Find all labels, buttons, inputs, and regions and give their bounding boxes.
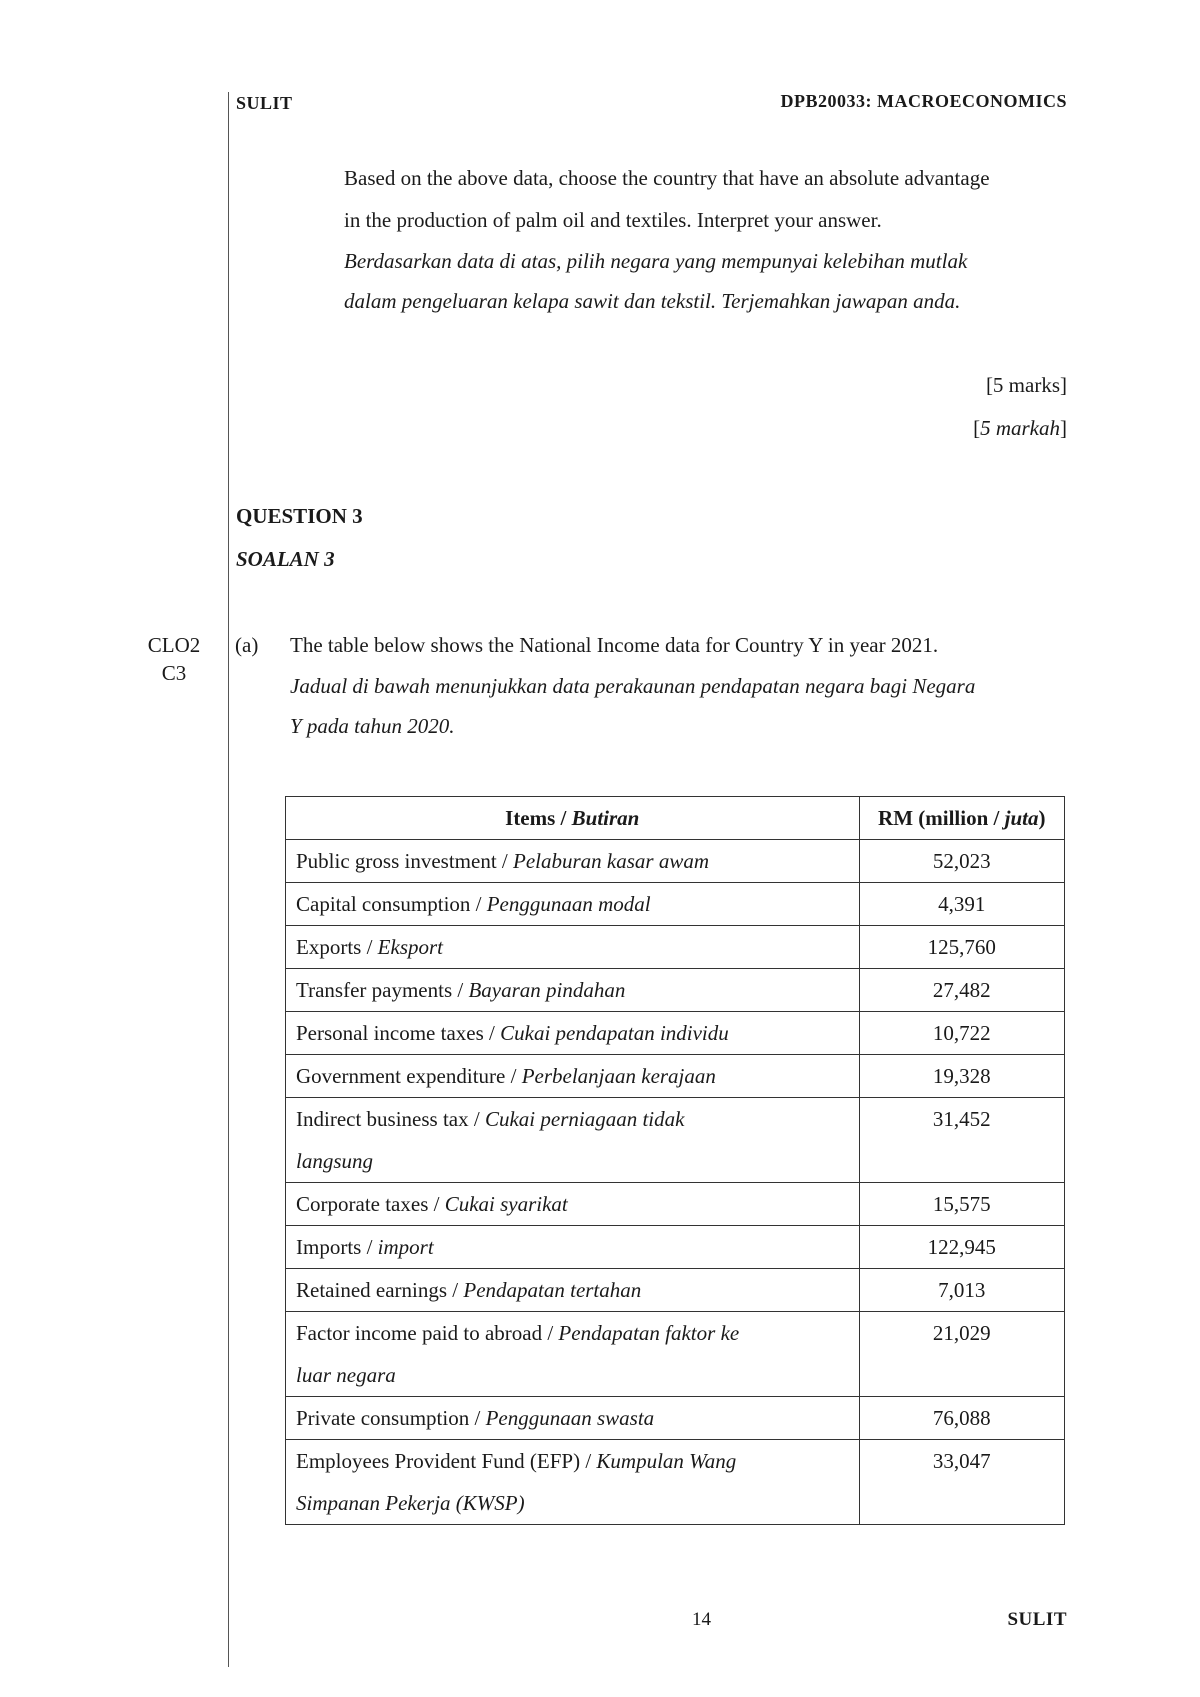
item-cell bbox=[286, 969, 860, 1012]
item-cell bbox=[286, 1440, 860, 1525]
item-en: Indirect business tax / bbox=[296, 1107, 485, 1131]
prev-question-line1-en: Based on the above data, choose the country that have an absolute advantage bbox=[344, 166, 990, 190]
table-row bbox=[286, 1269, 1065, 1312]
part-label: (a) bbox=[235, 633, 259, 657]
marks-ms bbox=[973, 416, 1067, 441]
prev-question bbox=[344, 157, 1084, 321]
marks-ms-text: 5 markah bbox=[980, 416, 1060, 440]
item-cell bbox=[286, 926, 860, 969]
col-header-rm-ms: juta bbox=[1004, 806, 1039, 830]
table-row bbox=[286, 1312, 1065, 1397]
value-cell: 125,760 bbox=[859, 926, 1064, 969]
table-row bbox=[286, 969, 1065, 1012]
item-ms: Pelaburan kasar awam bbox=[513, 849, 709, 873]
value-cell: 122,945 bbox=[859, 1226, 1064, 1269]
part-a-intro bbox=[290, 624, 1070, 746]
item-en: Capital consumption / bbox=[296, 892, 487, 916]
item-cell bbox=[286, 1226, 860, 1269]
item-ms: Penggunaan swasta bbox=[485, 1406, 655, 1430]
item-ms-continued: luar negara bbox=[296, 1363, 396, 1387]
item-ms: Penggunaan modal bbox=[486, 892, 651, 916]
value-cell: 33,047 bbox=[859, 1440, 1064, 1525]
header-left: SULIT bbox=[236, 93, 293, 113]
item-en: Retained earnings / bbox=[296, 1278, 464, 1302]
national-income-table bbox=[285, 796, 1065, 1525]
item-cell bbox=[286, 883, 860, 926]
item-cell bbox=[286, 840, 860, 883]
intro-en: The table below shows the National Income data for Country Y in year 2021. bbox=[290, 633, 939, 657]
item-ms-continued: langsung bbox=[296, 1149, 374, 1173]
clo-level: C3 bbox=[161, 661, 187, 685]
item-ms: Perbelanjaan kerajaan bbox=[521, 1064, 716, 1088]
item-cell bbox=[286, 1098, 860, 1183]
table-row bbox=[286, 1397, 1065, 1440]
col-header-items bbox=[286, 797, 860, 840]
item-cell bbox=[286, 1312, 860, 1397]
intro-ms-line2: Y pada tahun 2020. bbox=[290, 714, 455, 738]
table-header-row bbox=[286, 797, 1065, 840]
item-ms: Cukai perniagaan tidak bbox=[484, 1107, 685, 1131]
item-en: Exports / bbox=[296, 935, 378, 959]
value-cell: 19,328 bbox=[859, 1055, 1064, 1098]
table-row bbox=[286, 1055, 1065, 1098]
item-ms: Pendapatan tertahan bbox=[463, 1278, 642, 1302]
item-ms: Bayaran pindahan bbox=[468, 978, 626, 1002]
item-en: Factor income paid to abroad / bbox=[296, 1321, 559, 1345]
clo-label: CLO2 bbox=[147, 633, 201, 657]
col-header-items-ms: Butiran bbox=[571, 806, 640, 830]
header-right: DPB20033: MACROECONOMICS bbox=[780, 91, 1067, 111]
item-ms: Pendapatan faktor ke bbox=[558, 1321, 740, 1345]
item-en: Personal income taxes / bbox=[296, 1021, 501, 1045]
item-en: Transfer payments / bbox=[296, 978, 469, 1002]
prev-question-line2-en: in the production of palm oil and textiles. Interpret your answer. bbox=[344, 208, 882, 232]
item-cell bbox=[286, 1012, 860, 1055]
table-row bbox=[286, 1440, 1065, 1525]
item-en: Public gross investment / bbox=[296, 849, 513, 873]
item-en: Employees Provident Fund (EFP) / bbox=[296, 1449, 597, 1473]
intro-ms-line1: Jadual di bawah menunjukkan data perakaunan pendapatan negara bagi Negara bbox=[290, 674, 976, 698]
table-row bbox=[286, 1098, 1065, 1183]
col-header-items-en: Items / bbox=[505, 806, 572, 830]
item-ms: Eksport bbox=[377, 935, 443, 959]
item-cell bbox=[286, 1397, 860, 1440]
col-header-rm-close: ) bbox=[1038, 806, 1046, 830]
table-row bbox=[286, 1183, 1065, 1226]
col-header-rm bbox=[859, 797, 1064, 840]
value-cell: 76,088 bbox=[859, 1397, 1064, 1440]
item-cell bbox=[286, 1183, 860, 1226]
table-row bbox=[286, 883, 1065, 926]
item-cell bbox=[286, 1055, 860, 1098]
value-cell: 7,013 bbox=[859, 1269, 1064, 1312]
value-cell: 31,452 bbox=[859, 1098, 1064, 1183]
page-number: 14 bbox=[692, 1609, 711, 1630]
item-ms: Cukai pendapatan individu bbox=[500, 1021, 729, 1045]
prev-question-line1-ms: Berdasarkan data di atas, pilih negara yang mempunyai kelebihan mutlak bbox=[344, 249, 968, 273]
col-header-rm-en: RM (million / bbox=[878, 806, 1005, 830]
value-cell: 21,029 bbox=[859, 1312, 1064, 1397]
table-row bbox=[286, 926, 1065, 969]
question-title-en: QUESTION 3 bbox=[236, 504, 363, 528]
table-row bbox=[286, 840, 1065, 883]
marks-ms-open: [ bbox=[973, 416, 981, 440]
marks-en: [5 marks] bbox=[985, 373, 1067, 397]
value-cell: 4,391 bbox=[859, 883, 1064, 926]
item-en: Private consumption / bbox=[296, 1406, 486, 1430]
table-row bbox=[286, 1226, 1065, 1269]
value-cell: 10,722 bbox=[859, 1012, 1064, 1055]
prev-question-line2-ms: dalam pengeluaran kelapa sawit dan tekstil. Terjemahkan jawapan anda. bbox=[344, 289, 961, 313]
table-row bbox=[286, 1012, 1065, 1055]
value-cell: 15,575 bbox=[859, 1183, 1064, 1226]
item-en: Corporate taxes / bbox=[296, 1192, 445, 1216]
item-en: Imports / bbox=[296, 1235, 378, 1259]
value-cell: 27,482 bbox=[859, 969, 1064, 1012]
value-cell: 52,023 bbox=[859, 840, 1064, 883]
item-ms: import bbox=[377, 1235, 434, 1259]
marks-ms-close: ] bbox=[1060, 416, 1067, 440]
item-ms: Cukai syarikat bbox=[444, 1192, 568, 1216]
item-en: Government expenditure / bbox=[296, 1064, 522, 1088]
item-ms-continued: Simpanan Pekerja (KWSP) bbox=[296, 1491, 525, 1515]
footer-right: SULIT bbox=[1007, 1609, 1067, 1630]
margin-line bbox=[228, 92, 229, 1667]
question-title-ms: SOALAN 3 bbox=[236, 547, 335, 571]
item-ms: Kumpulan Wang bbox=[596, 1449, 737, 1473]
item-cell bbox=[286, 1269, 860, 1312]
